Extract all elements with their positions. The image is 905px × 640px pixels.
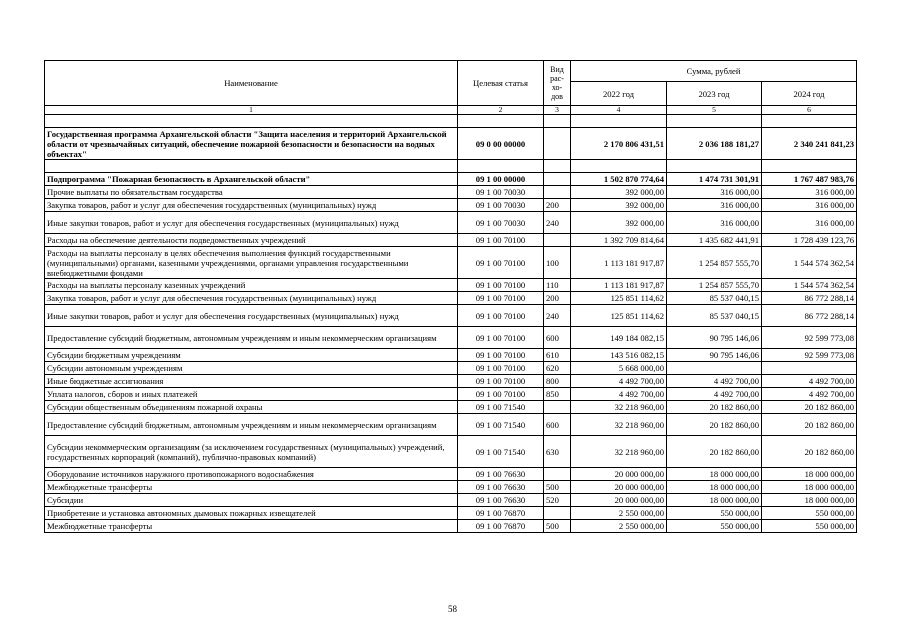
cell-target-code: 09 1 00 76630 <box>458 494 544 507</box>
cell-target-code: 09 1 00 71540 <box>458 414 544 436</box>
cell-sum-2023: 18 000 000,00 <box>667 481 762 494</box>
cell-target-code: 09 1 00 70100 <box>458 362 544 375</box>
header-vid <box>544 61 571 106</box>
table-row <box>45 494 857 507</box>
cell-sum-2022: 4 492 700,00 <box>571 375 667 388</box>
cell-name: Субсидии бюджетным учреждениям <box>45 349 458 362</box>
table-row <box>45 292 857 305</box>
cell-target-code: 09 1 00 70100 <box>458 305 544 327</box>
cell-expense-type: 200 <box>544 199 571 212</box>
cell-target-code: 09 1 00 70100 <box>458 388 544 401</box>
header-vid-line: рас- <box>550 74 564 83</box>
cell-sum-2022: 32 218 960,00 <box>571 414 667 436</box>
spacer-row <box>45 115 857 128</box>
table-row <box>45 128 857 160</box>
budget-table <box>44 60 857 533</box>
table-row <box>45 234 857 247</box>
cell-sum-2023: 1 254 857 555,70 <box>667 279 762 292</box>
cell-sum-2023: 85 537 040,15 <box>667 292 762 305</box>
cell-expense-type: 100 <box>544 247 571 279</box>
table-row <box>45 468 857 481</box>
cell-sum-2023: 90 795 146,06 <box>667 327 762 349</box>
table-row <box>45 305 857 327</box>
spacer-cell <box>667 115 762 128</box>
cell-sum-2024: 86 772 288,14 <box>762 292 857 305</box>
spacer-cell <box>762 160 857 173</box>
cell-sum-2024: 1 544 574 362,54 <box>762 279 857 292</box>
table-row <box>45 362 857 375</box>
cell-target-code: 09 1 00 70100 <box>458 327 544 349</box>
cell-name: Субсидии некоммерческим организациям (за исключением государственных (муниципальных) учреждений, государственных корпораций (компаний), публично-правовых компаний) <box>45 436 458 468</box>
cell-sum-2023: 90 795 146,06 <box>667 349 762 362</box>
cell-target-code: 09 1 00 76870 <box>458 520 544 533</box>
cell-sum-2024: 18 000 000,00 <box>762 494 857 507</box>
cell-sum-2022: 392 000,00 <box>571 212 667 234</box>
table-row <box>45 199 857 212</box>
cell-expense-type: 600 <box>544 327 571 349</box>
cell-sum-2022: 2 170 806 431,51 <box>571 128 667 160</box>
cell-sum-2022: 1 113 181 917,87 <box>571 279 667 292</box>
column-index-row <box>45 106 857 115</box>
cell-sum-2024: 1 728 439 123,76 <box>762 234 857 247</box>
cell-sum-2024: 86 772 288,14 <box>762 305 857 327</box>
cell-target-code: 09 1 00 70030 <box>458 212 544 234</box>
cell-sum-2023: 85 537 040,15 <box>667 305 762 327</box>
cell-name: Предоставление субсидий бюджетным, автономным учреждениям и иным некоммерческим организациям <box>45 414 458 436</box>
cell-sum-2023: 316 000,00 <box>667 186 762 199</box>
cell-target-code: 09 1 00 70100 <box>458 349 544 362</box>
cell-sum-2024: 316 000,00 <box>762 186 857 199</box>
header-2024: 2024 год <box>762 82 857 106</box>
column-index: 1 <box>45 106 458 115</box>
cell-sum-2022: 392 000,00 <box>571 186 667 199</box>
cell-sum-2022: 149 184 082,15 <box>571 327 667 349</box>
cell-target-code: 09 0 00 00000 <box>458 128 544 160</box>
table-row <box>45 507 857 520</box>
cell-sum-2024: 316 000,00 <box>762 199 857 212</box>
spacer-cell <box>571 160 667 173</box>
cell-expense-type: 200 <box>544 292 571 305</box>
cell-target-code: 09 1 00 76630 <box>458 468 544 481</box>
column-index: 3 <box>544 106 571 115</box>
table-row <box>45 414 857 436</box>
cell-name: Закупка товаров, работ и услуг для обеспечения государственных (муниципальных) нужд <box>45 199 458 212</box>
cell-sum-2024: 4 492 700,00 <box>762 388 857 401</box>
cell-sum-2022: 392 000,00 <box>571 199 667 212</box>
header-target: Целевая статья <box>458 61 544 106</box>
header-row-1 <box>45 61 857 82</box>
spacer-cell <box>45 115 458 128</box>
cell-sum-2023: 550 000,00 <box>667 507 762 520</box>
table-row <box>45 375 857 388</box>
cell-sum-2023: 1 435 682 441,91 <box>667 234 762 247</box>
cell-name: Межбюджетные трансферты <box>45 520 458 533</box>
table-row <box>45 247 857 279</box>
cell-sum-2022: 32 218 960,00 <box>571 436 667 468</box>
cell-expense-type: 800 <box>544 375 571 388</box>
cell-sum-2022: 1 392 709 814,64 <box>571 234 667 247</box>
cell-sum-2024: 316 000,00 <box>762 212 857 234</box>
cell-target-code: 09 1 00 70030 <box>458 199 544 212</box>
table-row <box>45 481 857 494</box>
table-row <box>45 520 857 533</box>
cell-sum-2022: 20 000 000,00 <box>571 494 667 507</box>
cell-expense-type <box>544 128 571 160</box>
spacer-cell <box>544 115 571 128</box>
cell-sum-2023: 20 182 860,00 <box>667 401 762 414</box>
cell-name: Субсидии <box>45 494 458 507</box>
header-name: Наименование <box>45 61 458 106</box>
cell-name: Субсидии общественным объединениям пожарной охраны <box>45 401 458 414</box>
cell-target-code: 09 1 00 70100 <box>458 375 544 388</box>
cell-name: Оборудование источников наружного противопожарного водоснабжения <box>45 468 458 481</box>
cell-expense-type: 520 <box>544 494 571 507</box>
column-index: 2 <box>458 106 544 115</box>
header-2022: 2022 год <box>571 82 667 106</box>
cell-sum-2022: 125 851 114,62 <box>571 292 667 305</box>
cell-expense-type <box>544 507 571 520</box>
header-vid-line: Вид <box>550 65 564 74</box>
cell-sum-2024: 20 182 860,00 <box>762 414 857 436</box>
cell-target-code: 09 1 00 76870 <box>458 507 544 520</box>
cell-sum-2024: 20 182 860,00 <box>762 401 857 414</box>
cell-expense-type: 600 <box>544 414 571 436</box>
cell-expense-type: 240 <box>544 305 571 327</box>
cell-sum-2024: 550 000,00 <box>762 520 857 533</box>
cell-expense-type: 500 <box>544 481 571 494</box>
table-row <box>45 186 857 199</box>
cell-sum-2023: 20 182 860,00 <box>667 436 762 468</box>
table-row <box>45 349 857 362</box>
table-row <box>45 388 857 401</box>
cell-sum-2024: 2 340 241 841,23 <box>762 128 857 160</box>
cell-target-code: 09 1 00 00000 <box>458 173 544 186</box>
cell-sum-2023 <box>667 362 762 375</box>
spacer-cell <box>762 115 857 128</box>
cell-name: Иные закупки товаров, работ и услуг для обеспечения государственных (муниципальных) нужд <box>45 305 458 327</box>
cell-target-code: 09 1 00 70100 <box>458 247 544 279</box>
column-index: 4 <box>571 106 667 115</box>
spacer-cell <box>45 160 458 173</box>
cell-target-code: 09 1 00 71540 <box>458 401 544 414</box>
cell-expense-type <box>544 186 571 199</box>
cell-sum-2022: 1 502 870 774,64 <box>571 173 667 186</box>
table-row <box>45 436 857 468</box>
table-row <box>45 327 857 349</box>
cell-sum-2023: 1 254 857 555,70 <box>667 247 762 279</box>
cell-name: Расходы на выплаты персоналу в целях обеспечения выполнения функций государственными (муниципальными) органами, казенными учреждениями, органами управления государственными внебюджетными фондами <box>45 247 458 279</box>
cell-expense-type: 240 <box>544 212 571 234</box>
spacer-cell <box>458 115 544 128</box>
table-row <box>45 212 857 234</box>
cell-sum-2022: 20 000 000,00 <box>571 481 667 494</box>
cell-sum-2023: 316 000,00 <box>667 199 762 212</box>
cell-name: Предоставление субсидий бюджетным, автономным учреждениям и иным некоммерческим организациям <box>45 327 458 349</box>
cell-name: Иные закупки товаров, работ и услуг для обеспечения государственных (муниципальных) нужд <box>45 212 458 234</box>
cell-sum-2023: 20 182 860,00 <box>667 414 762 436</box>
spacer-cell <box>571 115 667 128</box>
table-row <box>45 401 857 414</box>
cell-sum-2024: 550 000,00 <box>762 507 857 520</box>
cell-sum-2022: 32 218 960,00 <box>571 401 667 414</box>
cell-sum-2024: 20 182 860,00 <box>762 436 857 468</box>
cell-sum-2023: 550 000,00 <box>667 520 762 533</box>
cell-target-code: 09 1 00 70100 <box>458 279 544 292</box>
cell-expense-type <box>544 234 571 247</box>
cell-target-code: 09 1 00 71540 <box>458 436 544 468</box>
cell-expense-type <box>544 468 571 481</box>
cell-sum-2023: 18 000 000,00 <box>667 468 762 481</box>
cell-sum-2023: 2 036 188 181,27 <box>667 128 762 160</box>
cell-sum-2022: 1 113 181 917,87 <box>571 247 667 279</box>
spacer-cell <box>667 160 762 173</box>
cell-expense-type: 610 <box>544 349 571 362</box>
cell-target-code: 09 1 00 76630 <box>458 481 544 494</box>
cell-name: Государственная программа Архангельской области "Защита населения и территорий Архангельской области от чрезвычайных ситуаций, обеспечение пожарной безопасности и безопасности на водных объектах" <box>45 128 458 160</box>
cell-sum-2022: 4 492 700,00 <box>571 388 667 401</box>
cell-sum-2022: 20 000 000,00 <box>571 468 667 481</box>
cell-name: Подпрограмма "Пожарная безопасность в Архангельской области" <box>45 173 458 186</box>
cell-sum-2022: 143 516 082,15 <box>571 349 667 362</box>
cell-sum-2024: 18 000 000,00 <box>762 468 857 481</box>
header-sum: Сумма, рублей <box>571 61 857 82</box>
cell-name: Уплата налогов, сборов и иных платежей <box>45 388 458 401</box>
header-vid-line: дов <box>551 92 563 101</box>
cell-sum-2024: 92 599 773,08 <box>762 349 857 362</box>
column-index: 6 <box>762 106 857 115</box>
table-row <box>45 173 857 186</box>
cell-sum-2023: 4 492 700,00 <box>667 388 762 401</box>
spacer-row <box>45 160 857 173</box>
page-number: 58 <box>448 604 457 614</box>
header-vid-line: хо- <box>551 83 563 92</box>
cell-name: Субсидии автономным учреждениям <box>45 362 458 375</box>
cell-sum-2024: 18 000 000,00 <box>762 481 857 494</box>
cell-sum-2024: 92 599 773,08 <box>762 327 857 349</box>
cell-sum-2024: 1 544 574 362,54 <box>762 247 857 279</box>
column-index: 5 <box>667 106 762 115</box>
cell-sum-2022: 2 550 000,00 <box>571 507 667 520</box>
cell-sum-2023: 4 492 700,00 <box>667 375 762 388</box>
cell-expense-type: 620 <box>544 362 571 375</box>
cell-sum-2023: 1 474 731 301,91 <box>667 173 762 186</box>
cell-name: Межбюджетные трансферты <box>45 481 458 494</box>
cell-expense-type <box>544 173 571 186</box>
cell-target-code: 09 1 00 70030 <box>458 186 544 199</box>
cell-sum-2022: 2 550 000,00 <box>571 520 667 533</box>
cell-sum-2024 <box>762 362 857 375</box>
cell-name: Расходы на обеспечение деятельности подведомственных учреждений <box>45 234 458 247</box>
cell-expense-type: 500 <box>544 520 571 533</box>
cell-sum-2024: 1 767 487 983,76 <box>762 173 857 186</box>
cell-expense-type <box>544 401 571 414</box>
cell-target-code: 09 1 00 70100 <box>458 292 544 305</box>
header-2023: 2023 год <box>667 82 762 106</box>
cell-sum-2023: 316 000,00 <box>667 212 762 234</box>
spacer-cell <box>544 160 571 173</box>
cell-name: Закупка товаров, работ и услуг для обеспечения государственных (муниципальных) нужд <box>45 292 458 305</box>
cell-sum-2022: 5 668 000,00 <box>571 362 667 375</box>
cell-sum-2023: 18 000 000,00 <box>667 494 762 507</box>
cell-expense-type: 630 <box>544 436 571 468</box>
cell-sum-2024: 4 492 700,00 <box>762 375 857 388</box>
cell-name: Приобретение и установка автономных дымовых пожарных извещателей <box>45 507 458 520</box>
cell-name: Прочие выплаты по обязательствам государства <box>45 186 458 199</box>
cell-expense-type: 850 <box>544 388 571 401</box>
cell-name: Расходы на выплаты персоналу казенных учреждений <box>45 279 458 292</box>
table-row <box>45 279 857 292</box>
spacer-cell <box>458 160 544 173</box>
cell-name: Иные бюджетные ассигнования <box>45 375 458 388</box>
cell-sum-2022: 125 851 114,62 <box>571 305 667 327</box>
cell-target-code: 09 1 00 70100 <box>458 234 544 247</box>
cell-expense-type: 110 <box>544 279 571 292</box>
